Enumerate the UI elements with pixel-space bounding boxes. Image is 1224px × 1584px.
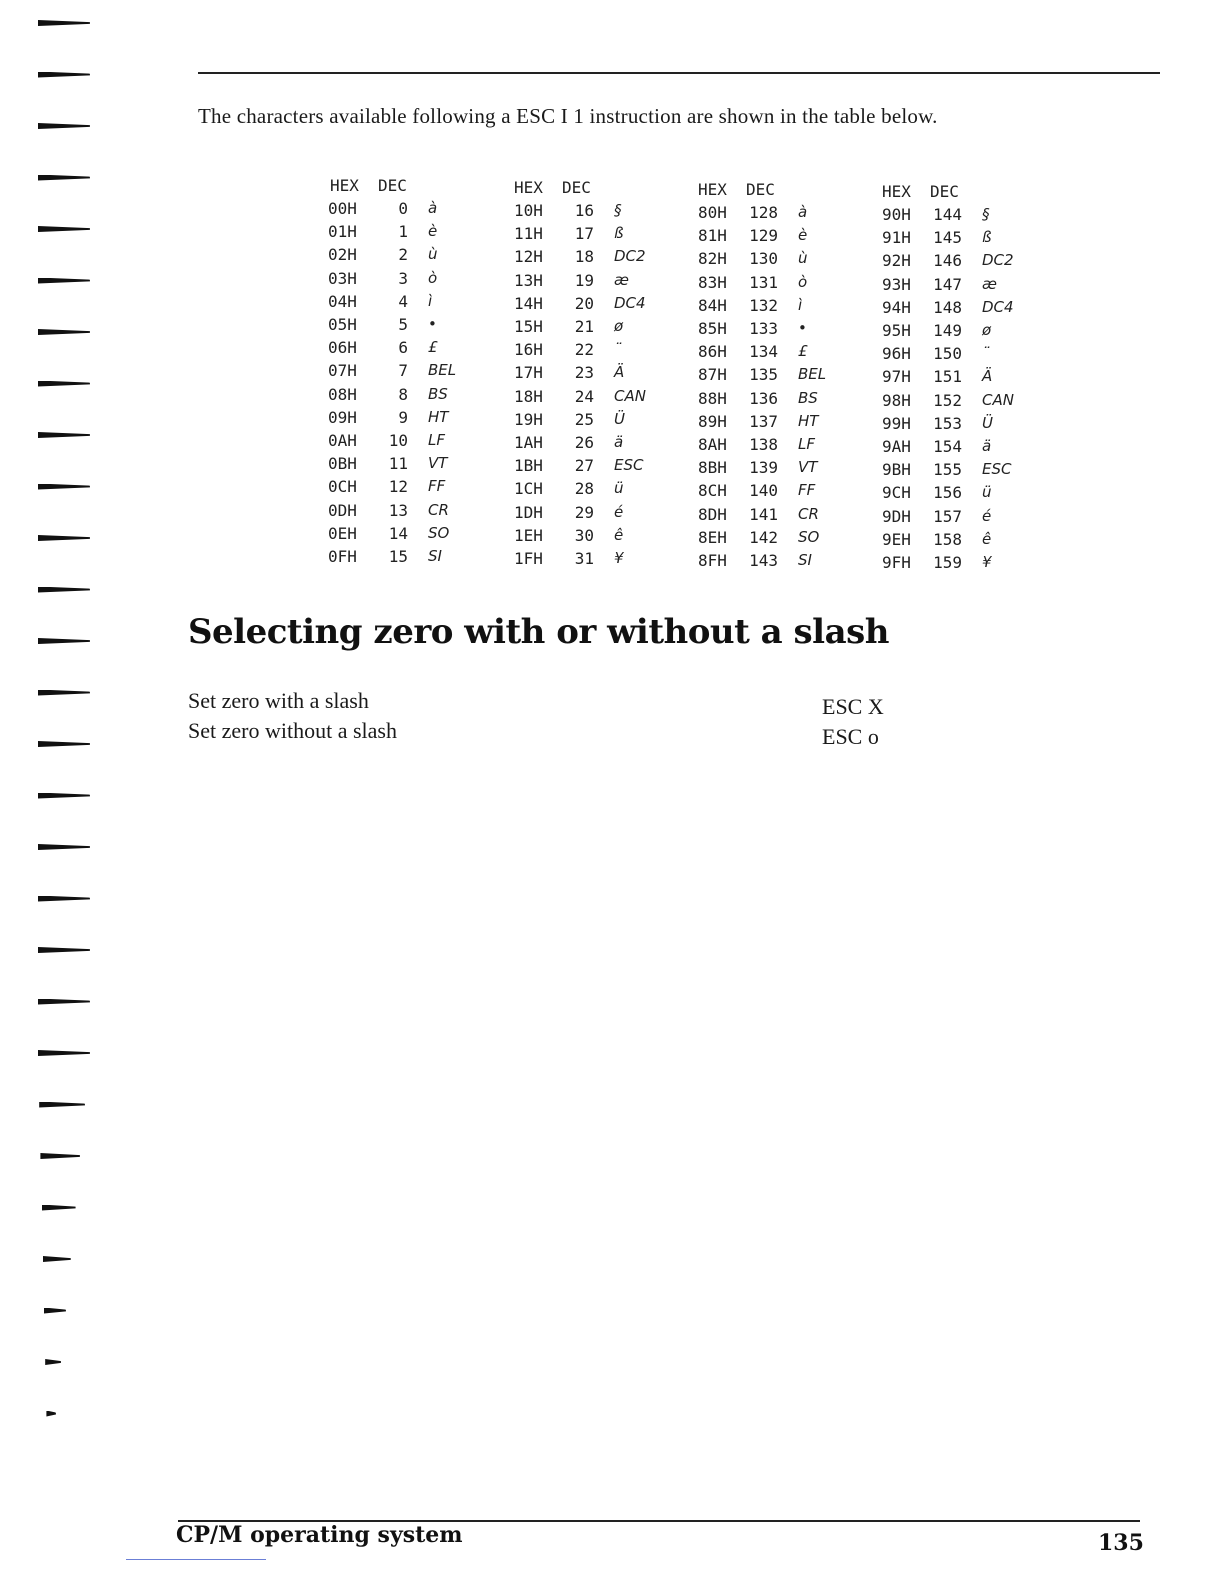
edge-tab-mark	[38, 535, 90, 541]
dec-code: 137	[749, 411, 778, 431]
edge-tab-mark	[38, 741, 90, 747]
top-rule	[198, 72, 1160, 74]
command-label: Set zero without a slash	[188, 718, 397, 743]
hex-code: 80H	[698, 203, 727, 222]
dec-code: 2	[398, 245, 408, 265]
character: æ	[614, 270, 629, 289]
edge-tab-mark	[38, 638, 90, 644]
dec-code: 26	[574, 433, 594, 452]
hex-code: 19H	[514, 409, 543, 429]
edge-tab-mark	[38, 896, 90, 902]
dec-code: 30	[574, 525, 594, 545]
edge-tab-mark	[38, 381, 90, 387]
dec-code: 154	[933, 437, 962, 456]
dec-code: 11	[388, 454, 408, 474]
hex-code: 1DH	[514, 502, 543, 522]
character: CR	[428, 500, 449, 519]
character: à	[428, 199, 438, 217]
dec-code: 12	[388, 477, 408, 497]
dec-code: 141	[749, 504, 778, 524]
hex-code: 90H	[882, 205, 911, 224]
character: ê	[614, 525, 624, 544]
edge-tab-mark	[38, 844, 90, 850]
dec-code: 129	[749, 226, 778, 246]
edge-tab-mark	[38, 175, 90, 181]
edge-tab-mark	[38, 432, 90, 438]
dec-code: 157	[933, 506, 962, 526]
character: ß	[614, 224, 624, 243]
character: BEL	[798, 365, 827, 384]
dec-code: 158	[933, 529, 962, 549]
character: ê	[982, 529, 992, 548]
hex-code: 15H	[514, 317, 543, 336]
dec-code: 155	[933, 460, 962, 480]
edge-tab-mark	[38, 587, 90, 593]
dec-code: 16	[574, 201, 594, 220]
edge-tab-mark	[38, 278, 90, 284]
dec-code: 159	[933, 553, 962, 572]
hex-code: 17H	[514, 363, 543, 383]
edge-tab-mark	[44, 1308, 66, 1314]
character: é	[614, 502, 624, 521]
dec-code: 22	[574, 340, 594, 360]
character: VT	[428, 454, 448, 473]
character: •	[428, 315, 437, 333]
hex-code: 87H	[698, 365, 727, 385]
character: æ	[982, 274, 997, 293]
character: è	[798, 226, 808, 245]
character: ì	[798, 295, 803, 314]
hex-code: 96H	[882, 344, 911, 364]
character: FF	[428, 477, 446, 496]
hex-code: 91H	[882, 228, 911, 248]
hex-code: 9CH	[882, 483, 911, 503]
edge-tab-mark	[38, 20, 90, 26]
hex-code: 13H	[514, 270, 543, 290]
character: •	[798, 319, 807, 337]
command-code: ESC o	[822, 724, 879, 749]
header-dec: DEC	[378, 176, 407, 195]
hex-code: 93H	[882, 274, 911, 294]
hex-code: 03H	[328, 268, 357, 288]
hex-code: 0BH	[328, 454, 357, 474]
hex-code: 9EH	[882, 529, 911, 549]
character: ¨	[982, 344, 990, 363]
edge-tab-mark	[39, 1102, 85, 1108]
command-label: Set zero with a slash	[188, 688, 369, 713]
header-hex: HEX	[514, 178, 543, 197]
edge-tab-mark	[38, 72, 90, 78]
character: LF	[798, 435, 815, 453]
dec-code: 25	[574, 409, 594, 429]
character: ß	[982, 228, 992, 247]
edge-tab-mark	[40, 1153, 80, 1159]
character: BS	[798, 388, 818, 407]
character: ü	[614, 479, 624, 498]
header-dec: DEC	[562, 178, 591, 197]
dec-code: 138	[749, 435, 778, 454]
dec-code: 134	[749, 342, 778, 362]
edge-tab-mark	[42, 1205, 76, 1211]
character: BS	[428, 384, 448, 403]
hex-code: 85H	[698, 319, 727, 338]
hex-code: 8FH	[698, 551, 727, 570]
character: HT	[428, 407, 449, 426]
page-edge-tab-marks	[0, 0, 100, 1584]
dec-code: 20	[574, 293, 594, 313]
character: Ä	[982, 367, 993, 386]
hex-code: 0AH	[328, 431, 357, 450]
header-dec: DEC	[930, 182, 959, 201]
character: §	[614, 201, 622, 219]
edge-tab-mark	[45, 1359, 61, 1365]
hex-code: 1BH	[514, 456, 543, 476]
dec-code: 7	[398, 361, 408, 381]
character: £	[798, 342, 808, 361]
dec-code: 4	[398, 291, 408, 311]
dec-code: 23	[574, 363, 594, 383]
hex-code: 1CH	[514, 479, 543, 499]
character: CAN	[982, 390, 1014, 409]
dec-code: 140	[749, 481, 778, 501]
hex-code: 1AH	[514, 433, 543, 452]
hex-code: 98H	[882, 390, 911, 410]
edge-tab-mark	[38, 947, 90, 953]
dec-code: 133	[749, 319, 778, 338]
character: DC4	[614, 293, 646, 312]
edge-tab-mark	[38, 329, 90, 335]
hex-code: 8AH	[698, 435, 727, 454]
dec-code: 27	[574, 456, 594, 476]
dec-code: 144	[933, 205, 962, 224]
hex-code: 9BH	[882, 460, 911, 480]
hex-code: 86H	[698, 342, 727, 362]
hex-code: 9AH	[882, 437, 911, 456]
dec-code: 6	[398, 338, 408, 358]
character: ESC	[982, 460, 1012, 479]
dec-code: 18	[574, 247, 594, 267]
header-hex: HEX	[698, 180, 727, 199]
hex-code: 0CH	[328, 477, 357, 497]
hex-code: 83H	[698, 272, 727, 292]
hex-code: 94H	[882, 297, 911, 317]
footer-title: CP/M operating system	[176, 1522, 463, 1548]
hex-code: 89H	[698, 411, 727, 431]
dec-code: 31	[574, 549, 594, 568]
hex-code: 8EH	[698, 527, 727, 547]
hex-code: 01H	[328, 222, 357, 242]
dec-code: 8	[398, 384, 408, 404]
character: à	[798, 203, 808, 221]
hex-code: 88H	[698, 388, 727, 408]
character: ¨	[614, 340, 622, 359]
hex-code: 0DH	[328, 500, 357, 520]
hex-code: 12H	[514, 247, 543, 267]
hex-code: 14H	[514, 293, 543, 313]
dec-code: 3	[398, 268, 408, 288]
character: VT	[798, 458, 818, 477]
dec-code: 152	[933, 390, 962, 410]
character: SO	[798, 527, 820, 546]
edge-tab-mark	[46, 1411, 56, 1417]
hex-code: 10H	[514, 201, 543, 220]
dec-code: 143	[749, 551, 778, 570]
edge-tab-mark	[38, 793, 90, 799]
dec-code: 130	[749, 249, 778, 269]
hex-code: 9DH	[882, 506, 911, 526]
character: ü	[982, 483, 992, 502]
edge-tab-mark	[43, 1256, 71, 1262]
hex-code: 82H	[698, 249, 727, 269]
header-dec: DEC	[746, 180, 775, 199]
dec-code: 139	[749, 458, 778, 478]
hex-code: 8DH	[698, 504, 727, 524]
dec-code: 128	[749, 203, 778, 222]
command-code: ESC X	[822, 694, 884, 719]
dec-code: 13	[388, 500, 408, 520]
character: SI	[428, 547, 442, 565]
character: DC2	[982, 251, 1014, 270]
hex-code: 06H	[328, 338, 357, 358]
hex-code: 00H	[328, 199, 357, 218]
character: §	[982, 205, 990, 223]
hex-code: 99H	[882, 413, 911, 433]
dec-code: 24	[574, 386, 594, 406]
intro-paragraph: The characters available following a ESC I 1 instruction are shown in the table below.	[198, 104, 938, 128]
hex-code: 1FH	[514, 549, 543, 568]
hex-code: 11H	[514, 224, 543, 244]
section-title: Selecting zero with or without a slash	[188, 612, 889, 652]
dec-code: 0	[398, 199, 408, 218]
character: ¥	[614, 549, 624, 567]
character: CAN	[614, 386, 646, 405]
dec-code: 136	[749, 388, 778, 408]
hex-code: 8CH	[698, 481, 727, 501]
hex-code: 05H	[328, 315, 357, 334]
character: ù	[428, 245, 438, 264]
character: DC4	[982, 297, 1014, 316]
dec-code: 142	[749, 527, 778, 547]
character: ¥	[982, 553, 992, 571]
character: è	[428, 222, 438, 241]
character: FF	[798, 481, 816, 500]
character: ä	[614, 433, 624, 451]
dec-code: 21	[574, 317, 594, 336]
character: é	[982, 506, 992, 525]
character: CR	[798, 504, 819, 523]
hex-code: 95H	[882, 321, 911, 340]
hex-code: 81H	[698, 226, 727, 246]
character: SO	[428, 523, 450, 542]
dec-code: 5	[398, 315, 408, 334]
dec-code: 147	[933, 274, 962, 294]
dec-code: 17	[574, 224, 594, 244]
dec-code: 1	[398, 222, 408, 242]
dec-code: 150	[933, 344, 962, 364]
hex-code: 92H	[882, 251, 911, 271]
character: SI	[798, 551, 812, 569]
dec-code: 19	[574, 270, 594, 290]
hex-code: 8BH	[698, 458, 727, 478]
dec-code: 131	[749, 272, 778, 292]
page-number: 135	[1098, 1530, 1144, 1556]
dec-code: 14	[388, 523, 408, 543]
header-hex: HEX	[882, 182, 911, 201]
hex-code: 84H	[698, 295, 727, 315]
hex-code: 07H	[328, 361, 357, 381]
character: BEL	[428, 361, 457, 380]
character: ESC	[614, 456, 644, 475]
character: ò	[428, 268, 438, 287]
character: Ü	[982, 413, 993, 432]
hex-code: 08H	[328, 384, 357, 404]
dec-code: 148	[933, 297, 962, 317]
dec-code: 132	[749, 295, 778, 315]
dec-code: 146	[933, 251, 962, 271]
character: ø	[982, 321, 992, 339]
dec-code: 156	[933, 483, 962, 503]
dec-code: 135	[749, 365, 778, 385]
hex-code: 0EH	[328, 523, 357, 543]
character: DC2	[614, 247, 646, 266]
hex-code: 0FH	[328, 547, 357, 566]
dec-code: 9	[398, 407, 408, 427]
hex-code: 16H	[514, 340, 543, 360]
character: LF	[428, 431, 445, 449]
character: ø	[614, 317, 624, 335]
hex-code: 02H	[328, 245, 357, 265]
dec-code: 153	[933, 413, 962, 433]
character: £	[428, 338, 438, 357]
character: ò	[798, 272, 808, 291]
dec-code: 28	[574, 479, 594, 499]
hex-code: 9FH	[882, 553, 911, 572]
edge-tab-mark	[38, 690, 90, 696]
dec-code: 15	[388, 547, 408, 566]
edge-tab-mark	[38, 226, 90, 232]
character: ì	[428, 291, 433, 310]
dec-code: 29	[574, 502, 594, 522]
hex-code: 18H	[514, 386, 543, 406]
character: Ä	[614, 363, 625, 382]
character: HT	[798, 411, 819, 430]
blue-mark	[126, 1559, 266, 1560]
edge-tab-mark	[38, 484, 90, 490]
dec-code: 10	[388, 431, 408, 450]
header-hex: HEX	[330, 176, 359, 195]
edge-tab-mark	[38, 123, 90, 129]
character: ù	[798, 249, 808, 268]
dec-code: 151	[933, 367, 962, 387]
hex-code: 09H	[328, 407, 357, 427]
hex-code: 97H	[882, 367, 911, 387]
edge-tab-mark	[38, 1050, 90, 1056]
hex-code: 04H	[328, 291, 357, 311]
hex-code: 1EH	[514, 525, 543, 545]
character: ä	[982, 437, 992, 455]
character: Ü	[614, 409, 625, 428]
dec-code: 145	[933, 228, 962, 248]
edge-tab-mark	[38, 999, 90, 1005]
dec-code: 149	[933, 321, 962, 340]
